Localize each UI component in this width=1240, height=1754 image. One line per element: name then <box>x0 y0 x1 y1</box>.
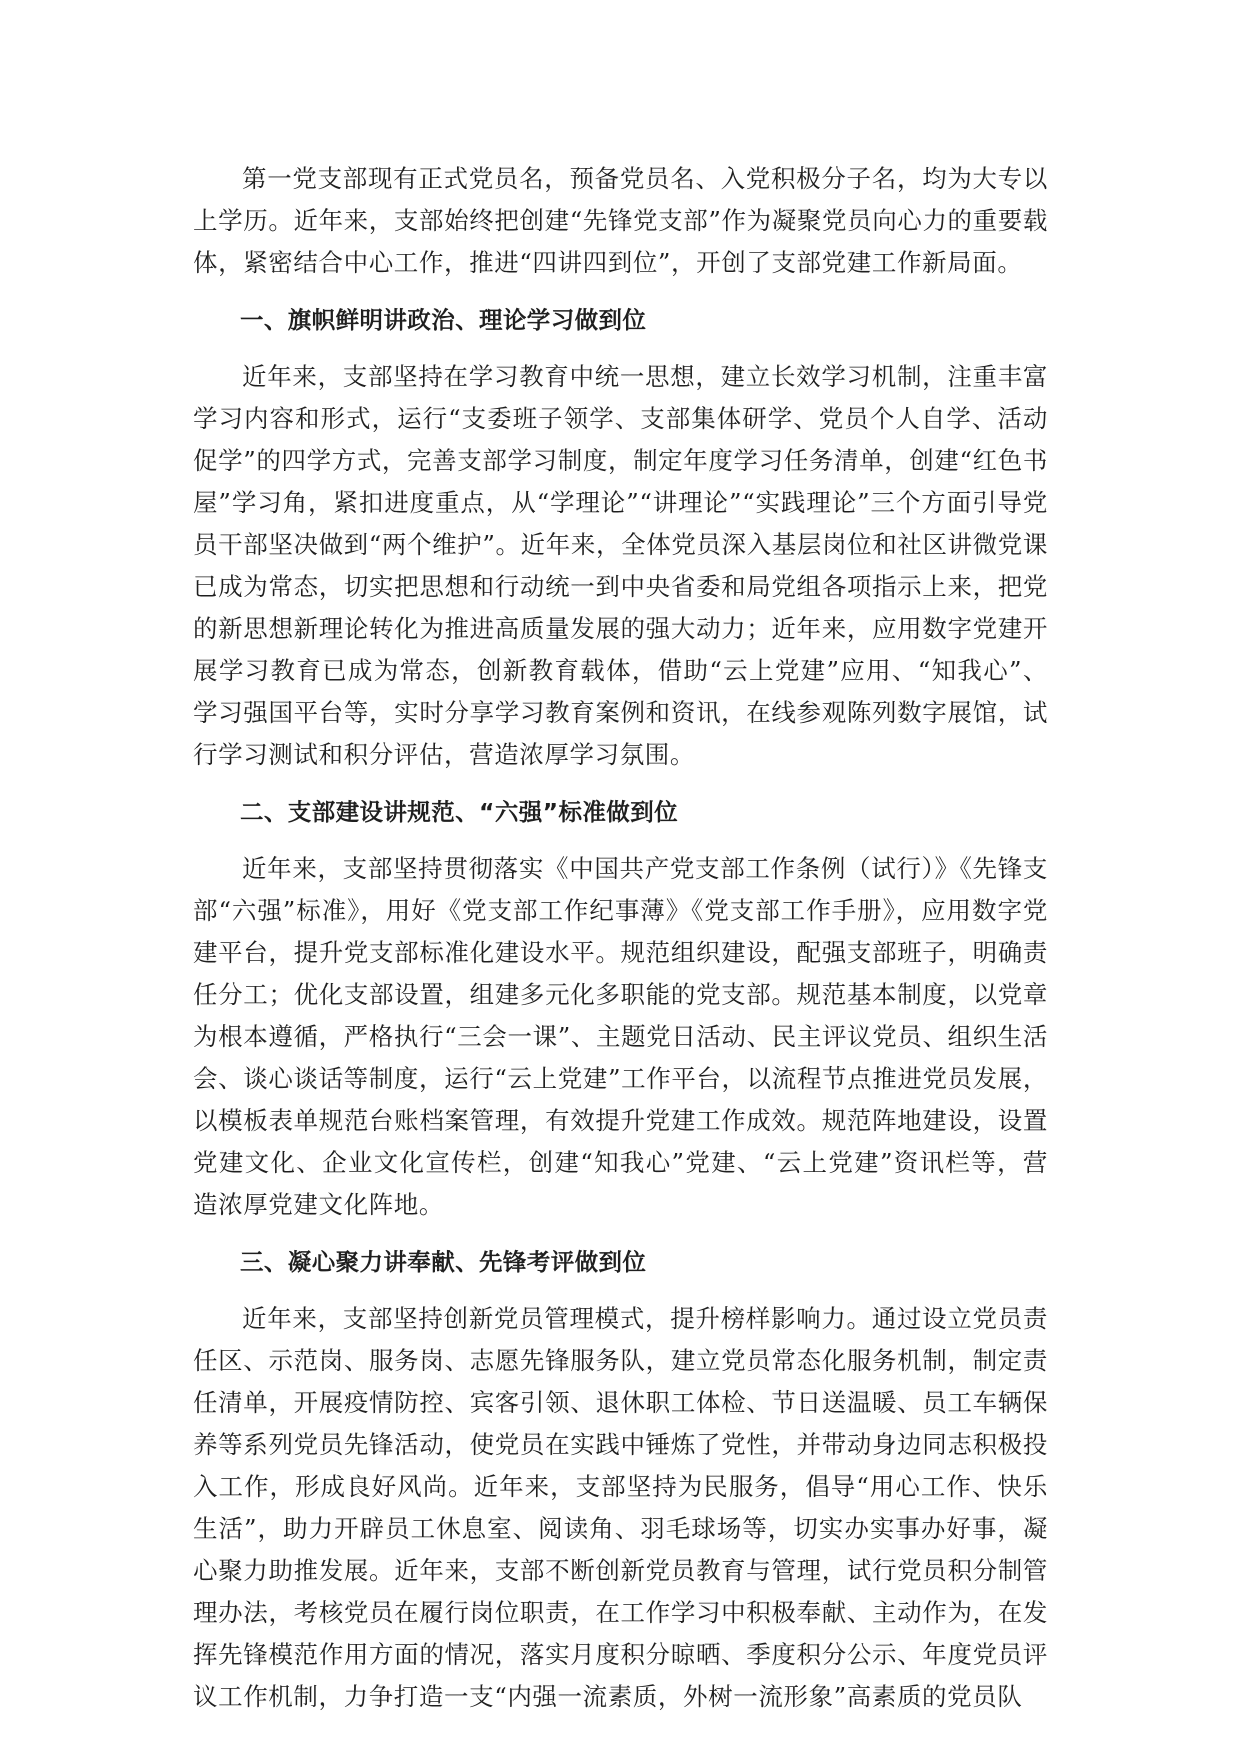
section-1-heading: 一、旗帜鲜明讲政治、理论学习做到位 <box>240 306 647 334</box>
section-2-body: 近年来，支部坚持贯彻落实《中国共产党支部工作条例（试行）》《先锋支部“六强”标准》，用好《党支部工作纪事薄》《党支部工作手册》，应用数字党建平台，提升党支部标准化建设水平。规范组织建设，配强支部班子，明确责任分工；优化支部设置，组建多元化多职能的党支部。规范基本制度，以党章为根本遵循，严格执行“三会一课”、主题党日活动、民主评议党员、组织生活会、谈心谈话等制度，运行“云上党建”工作平台，以流程节点推进党员发展，以模板表单规范台账档案管理，有效提升党建工作成效。规范阵地建设，设置党建文化、企业文化宣传栏，创建“知我心”党建、“云上党建”资讯栏等，营造浓厚党建文化阵地。 <box>193 854 1048 1219</box>
spacer <box>193 1283 1048 1298</box>
spacer <box>193 1226 1048 1241</box>
spacer <box>193 776 1048 791</box>
document-page <box>193 158 1048 1718</box>
section-2-heading: 二、支部建设讲规范、“六强”标准做到位 <box>240 798 678 826</box>
section-3-body: 近年来，支部坚持创新党员管理模式，提升榜样影响力。通过设立党员责任区、示范岗、服务岗、志愿先锋服务队，建立党员常态化服务机制，制定责任清单，开展疫情防控、宾客引领、退休职工体检、节日送温暖、员工车辆保养等系列党员先锋活动，使党员在实践中锤炼了党性，并带动身边同志积极投入工作，形成良好风尚。近年来，支部坚持为民服务，倡导“用心工作、快乐生活”，助力开辟员工休息室、阅读角、羽毛球场等，切实办实事办好事，凝心聚力助推发展。近年来，支部不断创新党员教育与管理，试行党员积分制管理办法，考核党员在履行岗位职责，在工作学习中积极奉献、主动作为，在发挥先锋模范作用方面的情况，落实月度积分晾晒、季度积分公示、年度党员评议工作机制，力争打造一支“内强一流素质，外树一流形象”高素质的党员队 <box>193 1304 1048 1711</box>
intro-paragraph: 第一党支部现有正式党员名，预备党员名、入党积极分子名，均为大专以上学历。近年来，支部始终把创建“先锋党支部”作为凝聚党员向心力的重要载体，紧密结合中心工作，推进“四讲四到位”，开创了支部党建工作新局面。 <box>193 164 1048 277</box>
spacer <box>193 833 1048 848</box>
section-1-body: 近年来，支部坚持在学习教育中统一思想，建立长效学习机制，注重丰富学习内容和形式，运行“支委班子领学、支部集体研学、党员个人自学、活动促学”的四学方式，完善支部学习制度，制定年度学习任务清单，创建“红色书屋”学习角，紧扣进度重点，从“学理论”“讲理论”“实践理论”三个方面引导党员干部坚决做到“两个维护”。近年来，全体党员深入基层岗位和社区讲微党课已成为常态，切实把思想和行动统一到中央省委和局党组各项指示上来，把党的新思想新理论转化为推进高质量发展的强大动力；近年来，应用数字党建开展学习教育已成为常态，创新教育载体，借助“云上党建”应用、“知我心”、学习强国平台等，实时分享学习教育案例和资讯，在线参观陈列数字展馆，试行学习测试和积分评估，营造浓厚学习氛围。 <box>193 362 1048 769</box>
section-3-heading: 三、凝心聚力讲奉献、先锋考评做到位 <box>240 1248 647 1276</box>
spacer <box>193 341 1048 356</box>
spacer <box>193 284 1048 299</box>
